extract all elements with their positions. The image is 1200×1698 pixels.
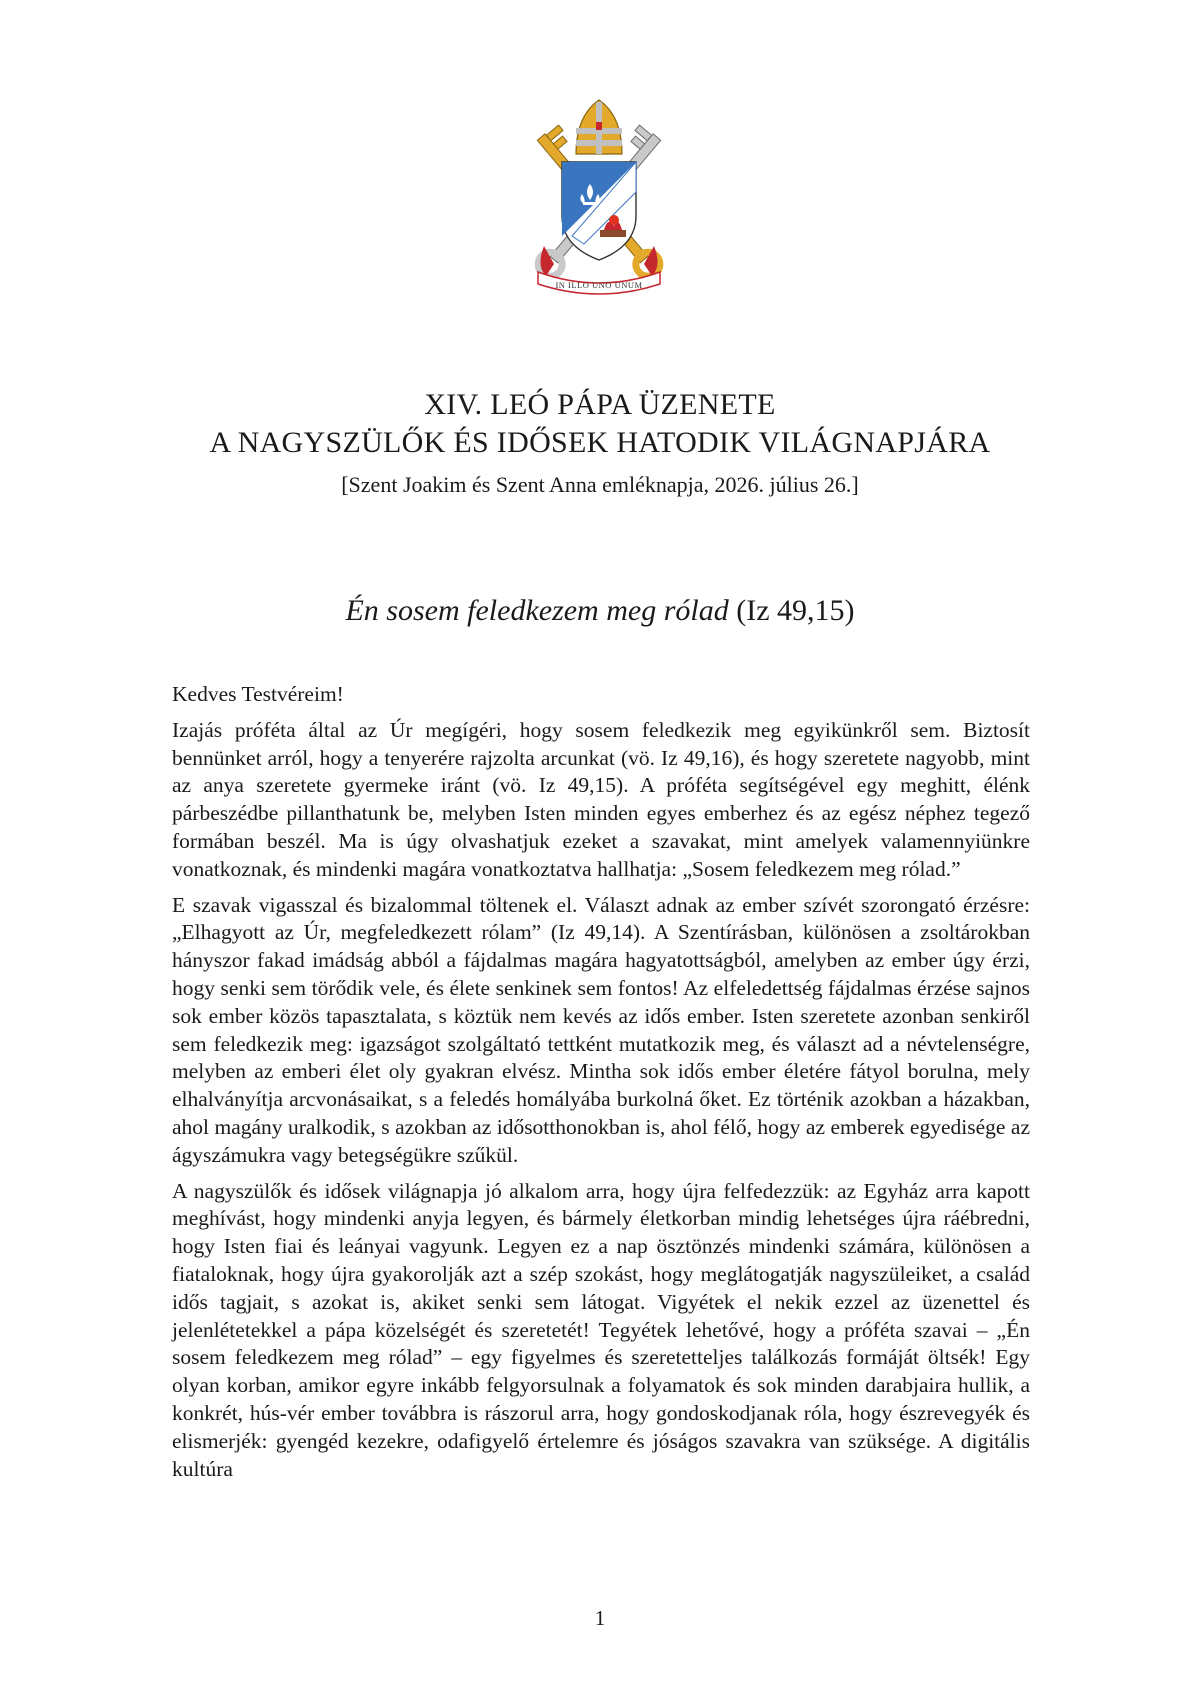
paragraph-1: Izajás próféta által az Úr megígéri, hogy sosem feledkezik meg egyikünkről sem. Biztosít bennünket arról, hogy a tenyerére rajzolta arcunkat (vö. Iz 49,16), és hogy szeretete nagyobb, mint az anya szeretete gyermeke iránt (vö. Iz 49,15). A próféta segítségével egy meghitt, élénk párbeszédbe pillanthatunk be, melyben Isten minden egyes emberhez és az egész néphez tegező formában beszél. Ma is úgy olvashatjuk ezeket a szavakat, mint amelyek valamennyiünkre vonatkoznak, és mindenki magára vonatkoztatva hallhatja: „Sosem feledkezem meg rólad.” (172, 717, 1030, 881)
title-line-1: XIV. LEÓ PÁPA ÜZENETE (424, 388, 776, 421)
motto-heading (0, 592, 1200, 630)
page-number: 1 (594, 1606, 606, 1630)
paragraph-2: E szavak vigasszal és bizalommal töltenek el. Választ adnak az ember szívét szorongató érzésre: „Elhagyott az Úr, megfeledkezett rólam” (Iz 49,14). A Szentírásban, különösen a zsoltárokban hányszor fakad imádság abból a fájdalmas magára hagyatottságból, amelyben az ember úgy érzi, hogy senki sem törődik vele, és élete senkinek sem fontos! Az elfeledettség fájdalmas érzése sajnos sok ember közös tapasztalata, s köztük nem kevés az idős ember. Isten szeretete azonban senkiről sem feledkezik meg: igazságot szolgáltató tettként mutatkozik meg, és választ ad a névtelenségre, melyben az emberi élet oly gyakran elvész. Mintha sok idős ember életére fátyol borulna, mely elhalványítja arcvonásaikat, s a feledés homályába burkolná őket. Ez történik azokban a házakban, ahol magány uralkodik, s azokban az idősotthonokban is, ahol félő, hogy az emberek egyedisége az ágyszámukra vagy betegségükre szűkül. (172, 892, 1030, 1167)
letter-body (172, 681, 1030, 1491)
motto-quote: Én sosem feledkezem meg rólad (345, 594, 729, 627)
papal-coat-of-arms (524, 96, 674, 308)
title-subtitle: [Szent Joakim és Szent Anna emléknapja, 2026. július 26.] (341, 472, 859, 497)
motto-ribbon-text: IN ILLO UNO UNUM (555, 280, 643, 290)
paragraph-3: A nagyszülők és idősek világnapja jó alkalom arra, hogy újra felfedezzük: az Egyház arra kapott meghívást, hogy mindenki anyja legyen, és bármely életkorban mindig lehetséges újra ráébredni, hogy Isten fiai és leányai vagyunk. Legyen ez a nap ösztönzés mindenki számára, különösen a fiataloknak, hogy újra gyakorolják azt a szép szokást, hogy meglátogatják nagyszüleiket, a család idős tagjait, s azokat is, akiket senki sem látogat. Vigyétek el nekik ezzel az üzenettel és jelenlétetekkel a pápa közelségét és szeretetét! Tegyétek lehetővé, hogy a próféta szavai – „Én sosem feledkezem meg rólad” – egy figyelmes és szeretetteljes találkozás formáját öltsék! Egy olyan korban, amikor egyre inkább felgyorsulnak a folyamatok és sok minden darabjaira hullik, a konkrét, hús-vér ember továbbra is rászorul arra, hogy gondoskodjanak róla, hogy észrevegyék és elismerjék: gyengéd kezekre, odafigyelő értelemre és jóságos szavakra van szüksége. A digitális kultúra (172, 1178, 1030, 1481)
document-title (0, 386, 1200, 500)
salutation: Kedves Testvéreim! (172, 682, 344, 706)
mitre-icon (576, 100, 622, 154)
motto-reference: (Iz 49,15) (728, 594, 855, 627)
title-line-2: A NAGYSZÜLŐK ÉS IDŐSEK HATODIK VILÁGNAPJÁRA (209, 426, 991, 459)
